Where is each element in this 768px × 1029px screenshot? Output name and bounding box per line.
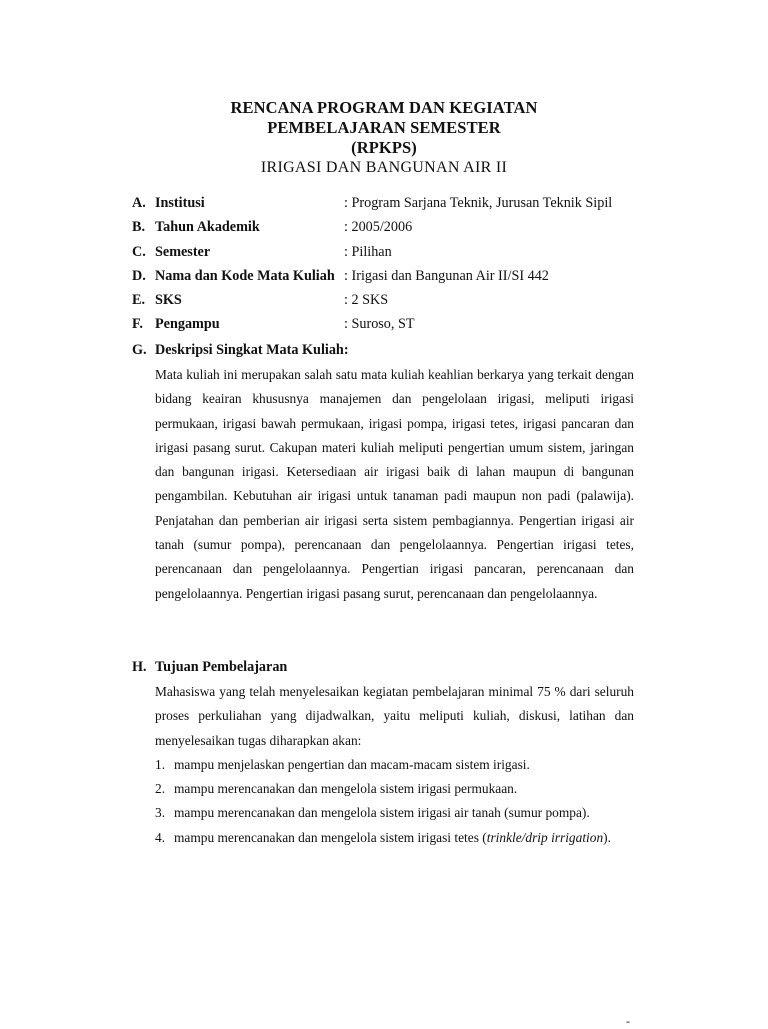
section-title xyxy=(155,339,349,361)
info-row-sks xyxy=(132,289,652,313)
list-number: 1. xyxy=(155,756,166,772)
info-label: Tahun Akademik xyxy=(155,219,260,236)
title-line-2: PEMBELAJARAN SEMESTER xyxy=(267,118,501,137)
page-mark: - xyxy=(626,1014,630,1028)
section-letter: H. xyxy=(132,659,147,675)
list-item xyxy=(155,753,634,777)
list-text: mampu merencanakan dan mengelola sistem irigasi permukaan. xyxy=(174,781,518,797)
description-paragraph: Mata kuliah ini merupakan salah satu mata kuliah keahlian berkarya yang terkait dengan bidang keairan khususnya manajemen dan pengelolaan irigasi, meliputi irigasi permukaan, irigasi bawah permukaan, irigasi pompa, irigasi tetes, irigasi pancaran dan irigasi pasang surut. Cakupan materi kuliah meliputi pengertian umum sistem, jaringan dan bangunan irigasi. Ketersediaan air irigasi baik di lahan maupun di bangunan pengambilan. Kebutuhan air irigasi untuk tanaman padi maupun non padi (palawija). Penjatahan dan pemberian air irigasi serta sistem pembagiannya. Pengertian irigasi air tanah (sumur pompa), perencanaan dan pengelolaannya. Pengertian irigasi tetes, perencanaan dan pengelolaannya. Pengertian irigasi pancaran, perencanaan dan pengelolaannya. Pengertian irigasi pasang surut, perencanaan dan pengelolaannya. xyxy=(155,367,634,601)
section-title-colon: : xyxy=(343,342,349,358)
info-letter: C. xyxy=(132,243,146,260)
list-item xyxy=(155,801,634,825)
title-line-3: (RPKPS) xyxy=(351,138,417,157)
info-label: Institusi xyxy=(155,195,205,211)
info-label: SKS xyxy=(155,292,182,309)
list-number: 4. xyxy=(155,829,166,845)
section-title-text: Deskripsi Singkat Mata Kuliah xyxy=(155,342,344,358)
section-description xyxy=(132,339,652,606)
info-value: : 2005/2006 xyxy=(344,219,413,236)
section-heading xyxy=(132,339,652,363)
list-item xyxy=(155,826,634,850)
section-objectives xyxy=(132,656,652,850)
list-text-after: ). xyxy=(603,829,611,845)
info-row-semester xyxy=(132,241,652,265)
info-value: : 2 SKS xyxy=(344,292,389,309)
document-title xyxy=(0,98,768,178)
list-text: mampu menjelaskan pengertian dan macam-macam sistem irigasi. xyxy=(174,756,530,772)
info-value: : Suroso, ST xyxy=(344,316,415,333)
info-label: Nama dan Kode Mata Kuliah xyxy=(155,267,335,284)
objectives-list xyxy=(155,753,634,850)
objectives-intro: Mahasiswa yang telah menyelesaikan kegiatan pembelajaran minimal 75 % dari seluruh proses perkuliahan yang dijadwalkan, yaitu meliputi kuliah, diskusi, latihan dan menyelesaikan tugas diharapkan akan: xyxy=(155,684,634,748)
info-value: : Pilihan xyxy=(344,243,392,260)
info-letter: E. xyxy=(132,292,146,309)
list-number: 3. xyxy=(155,805,166,821)
info-row-tahun-akademik xyxy=(132,216,652,240)
title-line-1: RENCANA PROGRAM DAN KEGIATAN xyxy=(230,98,538,117)
info-row-nama-kode xyxy=(132,265,652,289)
section-heading xyxy=(132,656,652,680)
list-item xyxy=(155,777,634,801)
info-row-pengampu xyxy=(132,313,652,337)
info-row-institusi xyxy=(132,192,652,216)
course-title: IRIGASI DAN BANGUNAN AIR II xyxy=(260,159,508,176)
list-text: mampu merencanakan dan mengelola sistem irigasi air tanah (sumur pompa). xyxy=(174,805,590,821)
info-letter: D. xyxy=(132,267,146,284)
info-label: Semester xyxy=(155,243,211,260)
info-value: : Irigasi dan Bangunan Air II/SI 442 xyxy=(344,267,549,284)
list-text-italic: trinkle/drip irrigation xyxy=(486,829,604,845)
info-letter: B. xyxy=(132,219,146,236)
section-title: Tujuan Pembelajaran xyxy=(155,659,288,675)
info-label: Pengampu xyxy=(155,316,220,333)
info-letter: F. xyxy=(132,316,143,333)
info-value: : Program Sarjana Teknik, Jurusan Teknik Sipil xyxy=(344,195,613,211)
course-info-list xyxy=(132,192,652,338)
list-text-before: mampu merencanakan dan mengelola sistem irigasi tetes ( xyxy=(174,829,487,845)
list-number: 2. xyxy=(155,781,166,797)
info-letter: A. xyxy=(132,195,146,211)
section-letter: G. xyxy=(132,342,147,358)
